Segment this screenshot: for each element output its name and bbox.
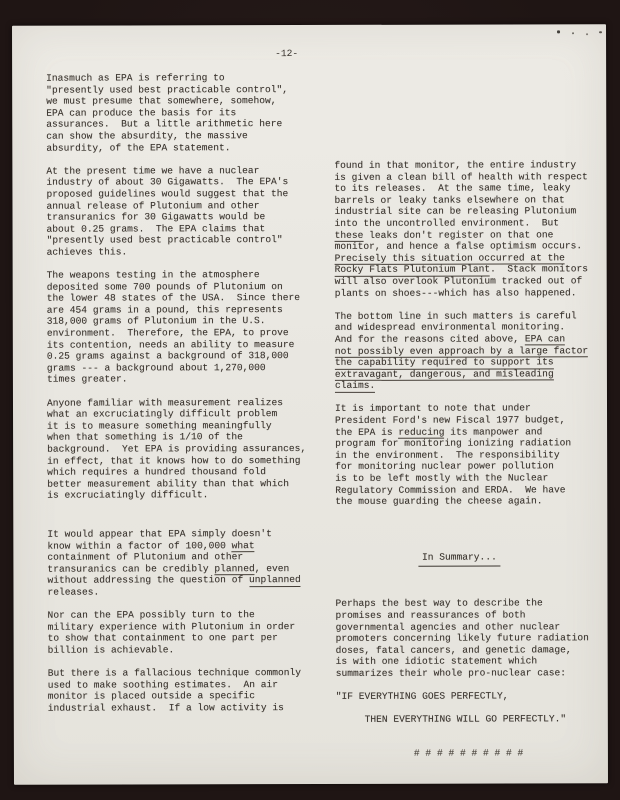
text-segment: EPA can produce the basis for its [46,106,237,119]
text-line [335,426,615,438]
text-line [47,292,339,304]
text-line [46,72,338,84]
text-line [335,414,615,426]
text-line [47,478,339,490]
text-line [48,609,340,621]
text-line [335,252,615,264]
text-segment: absurdity, of the EPA statement. [46,141,231,154]
text-line [335,437,615,449]
text-segment: know within a factor of 100,000 [47,539,232,552]
text-segment: The bottom line in such matters is careful [334,310,577,322]
text-line [334,206,614,218]
text-line [334,171,614,183]
paragraph [46,165,338,259]
text-segment: assurances. But a little arithmetic here [46,118,283,131]
text-segment: It is important to note that under [334,402,531,415]
text-segment: , even [254,562,290,574]
paragraph [46,72,338,154]
underlined-text: unplanned [248,574,301,586]
text-segment: Anyone familiar with measurement realizes [46,396,284,409]
text-segment: "presently used best practicable control", [46,83,289,96]
text-line [47,528,339,540]
text-segment: billion is achievable. [47,644,175,656]
text-line [48,702,340,714]
text-line [47,327,339,339]
underlined-text: not possibly even approach by a large factor [334,344,589,357]
text-segment: President Ford's new Fiscal 1977 budget, [335,414,566,426]
left-column [46,72,340,714]
text-segment: doses, fatal cancers, and genetic damage, [335,644,572,656]
text-segment: can show the absurdity, the massive [46,130,248,142]
text-segment: monitor, and hence a false optimism occurs. [334,240,583,253]
text-segment: we must presume that somewhere, somehow, [46,95,277,107]
paragraph [335,403,615,508]
text-line [46,130,338,142]
text-line [48,679,340,691]
text-line [336,656,616,668]
text-segment: what an excruciatingly difficult problem [47,408,278,420]
text-segment: its contention, needs an ability to measure [46,338,295,351]
text-segment: about 0.25 grams. The EPA claims that [46,222,266,235]
text-line [47,304,339,316]
paragraph [334,159,614,299]
text-segment: releases. [47,586,100,598]
text-segment: it is to measure something meaningfully [47,419,272,432]
text-line [335,379,615,391]
end-marks: # # # # # # # # # # [413,747,524,759]
text-line [334,194,614,206]
text-line [46,95,338,107]
text-segment: the lower 48 states of the USA. Since there [46,292,301,304]
underlined-text: these [334,229,364,241]
text-line [47,443,339,455]
text-line [336,598,616,610]
text-segment: is excruciatingly difficult. [47,489,209,502]
text-line [46,188,338,200]
text-segment: promises and reassurances of both [335,609,526,621]
text-line [336,690,616,702]
text-line [47,563,339,575]
text-line [47,269,339,281]
text-segment: when that something is 1/10 of the [47,431,243,444]
text-line [335,345,615,357]
text-line [336,667,616,679]
text-line [335,484,615,496]
text-line [47,586,339,598]
text-segment: deposited some 700 pounds of Plutonium on [46,280,283,293]
text-segment: "IF EVERYTHING GOES PERFECTLY, [335,690,509,703]
text-line [335,461,615,473]
text-segment: But there is a fallacious technique commonly [47,667,302,679]
text-line [46,199,338,211]
text-line [47,455,339,467]
text-line [335,403,615,415]
text-line [47,350,339,362]
text-line [335,229,615,241]
paragraph [47,528,339,598]
text-segment: containment of Plutonium and other [47,551,244,563]
text-line [335,322,615,334]
text-line [47,574,339,586]
text-line [47,408,339,420]
text-line [334,182,614,194]
text-segment: "presently used best practicable control" [46,234,283,247]
text-segment: for monitoring nuclear power pollution [335,460,554,473]
text-segment: THEN EVERYTHING WILL GO PERFECTLY." [335,713,567,726]
text-line [336,621,616,633]
text-line [47,362,339,374]
underlined-text: claims. [334,380,376,392]
text-segment: environment. Therefore, the EPA, to prove [46,327,289,339]
text-line [47,420,339,432]
text-line [48,644,340,656]
text-segment: the EPA is [335,426,399,438]
text-line [335,275,615,287]
text-segment: transuranics for 30 Gigawatts would be [46,211,266,223]
text-line [48,667,340,679]
text-line [335,333,615,345]
text-line [46,165,338,177]
text-segment: . Stack monitors [490,263,588,275]
text-line [336,714,616,726]
text-segment: Inasmuch as EPA is referring to [46,72,225,84]
text-segment: Regulatory Commission and ERDA. We have [335,483,566,496]
text-line [48,690,340,702]
underlined-text: reducing [398,426,445,438]
summary-heading-text: In Summary... [418,551,501,567]
text-segment: summarizes their whole pro-nuclear case: [335,667,567,679]
text-segment: transuranics can be credibly [47,563,215,575]
text-line [336,609,616,621]
text-segment: is with one idiotic statement which [335,655,538,668]
right-column [334,159,616,759]
text-segment: governmental agencies and other nuclear [335,620,561,633]
text-line [335,356,615,368]
text-line [336,644,616,656]
text-segment: achieves this. [46,246,128,258]
text-line [47,339,339,351]
paragraph [335,310,615,392]
text-line [47,551,339,563]
text-segment: Perhaps the best way to describe the [335,597,543,610]
text-segment: At the present time we have a nuclear [46,164,260,177]
text-segment: promoters concerning likely future radiation [335,632,589,645]
text-segment: in effect, that it knows how to do something [47,454,301,467]
text-line [335,310,615,322]
text-line [336,632,616,644]
underlined-text: the capability required to support its [334,356,554,369]
paragraph [336,598,616,680]
underlined-text: Precisely this situation occurred at the [334,252,565,264]
text-segment: 318,000 grams of Plutonium in the U.S. [46,315,266,328]
paragraph [48,667,340,714]
text-segment: is given a clean bill of health with respect [334,170,588,183]
text-line [335,368,615,380]
text-line [47,281,339,293]
summary-heading [319,551,599,567]
text-line [334,159,614,171]
underlined-text: extravagant, dangerous, and misleading [334,368,554,380]
text-line [335,287,615,299]
text-segment: proposed guidelines would suggest that the [46,187,289,200]
text-segment: are 454 grams in a pound, this represents [46,303,283,316]
text-line [47,539,339,551]
text-segment: which requires a hundred thousand fold [47,466,266,478]
text-segment: industrial site can be releasing Plutonium [334,205,577,218]
text-segment: without addressing the question of [47,574,249,587]
text-segment: industry of about 30 Gigawatts. The EPA's [46,176,289,189]
text-line [47,246,339,258]
text-segment: to show that containment to one part per [47,632,278,645]
text-line [46,141,338,153]
text-line [46,107,338,119]
text-segment: found in that monitor, the entire industry [334,159,577,171]
quote-block [336,690,616,726]
text-segment: to its releases. At the same time, leaky [334,182,571,195]
text-line [47,373,339,385]
text-line [47,223,339,235]
text-segment: 0.25 grams against a background of 318,000 [46,350,289,362]
corner-speck [572,32,574,34]
text-segment: leaks don't register on that one [363,228,554,241]
text-line [335,472,615,484]
text-line [47,466,339,478]
text-line [47,489,339,501]
text-segment: grams --- a background about 1,270,000 [46,361,266,374]
text-segment: program for monitoring ionizing radiation [335,437,572,450]
text-line [46,84,338,96]
text-line [335,449,615,461]
text-segment: will also overlook Plutonium tracked out of [334,275,583,287]
paragraph [48,609,340,656]
text-line [48,621,340,633]
text-segment: The weapons testing in the atmosphere [46,269,260,281]
underlined-text: Rocky Flats Plutonium Plant [334,263,491,276]
text-line [47,315,339,327]
corner-speck [557,30,560,33]
text-segment: military experience with Plutonium in order [47,620,296,633]
text-segment: monitor is placed outside a specific [47,690,256,702]
text-segment: better measurement ability than that which [47,477,290,490]
text-segment: plants on shoes---which has also happened. [334,286,577,299]
underlined-text: planned [214,562,255,575]
corner-speck [586,33,588,35]
page-number: -12- [275,48,299,60]
text-segment: and widespread environmental monitoring. [334,321,566,334]
text-segment: And for the reasons cited above, [334,333,525,345]
text-line [47,397,339,409]
document-page [12,24,608,785]
text-segment: used to make soothing estimates. An air [47,678,279,691]
text-segment: annual release of Plutonium and other [46,199,260,212]
underlined-text: what [231,539,255,551]
text-segment: background. Yet EPA is providing assurances, [47,443,307,455]
text-line [46,176,338,188]
text-line [48,632,340,644]
paragraph [47,269,339,386]
text-line [47,431,339,443]
text-line [335,217,615,229]
text-line [46,118,338,130]
text-line [46,211,338,223]
text-line [335,240,615,252]
text-segment: its manpower and [444,426,543,438]
text-segment: Nor can the EPA possibly turn to the [47,609,255,621]
text-segment: into the uncontrolled environment. But [334,217,560,229]
text-line [335,264,615,276]
text-segment: barrels or leaky tanks elsewhere on that [334,194,565,206]
text-segment: times greater. [46,373,128,386]
text-segment: It would appear that EPA simply doesn't [47,528,272,540]
text-segment: is to be left mostly with the Nuclear [335,472,549,484]
underlined-text: EPA can [524,333,566,345]
text-line [47,234,339,246]
corner-speck [599,31,602,33]
text-segment: in the environment. The responsibility [335,449,560,461]
text-line [335,495,615,507]
paragraph [47,397,339,502]
text-segment: industrial exhaust. If a low activity is [47,701,284,714]
text-segment: the mouse guarding the cheese again. [335,495,543,508]
